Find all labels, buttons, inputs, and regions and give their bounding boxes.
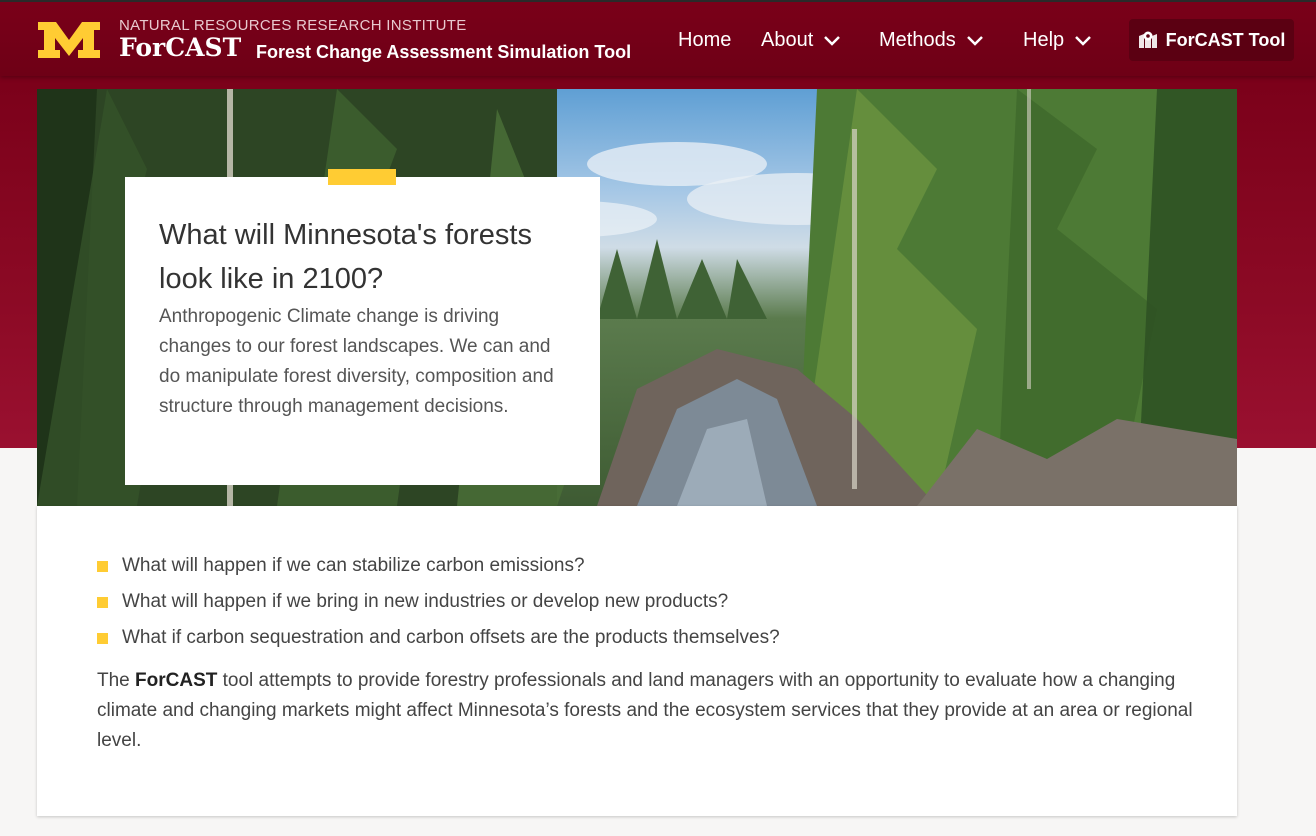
hero-title: What will Minnesota's forests look like in 2100? xyxy=(159,219,532,295)
intro-prefix: The xyxy=(97,670,136,691)
forcast-tool-button[interactable] xyxy=(1129,19,1294,61)
nav-methods-label: Methods xyxy=(879,29,956,51)
chevron-down-icon xyxy=(1074,35,1092,47)
question-text: What if carbon sequestration and carbon offsets are the products themselves? xyxy=(122,627,780,648)
question-text: What will happen if we can stabilize carbon emissions? xyxy=(122,555,585,576)
card-accent-bar xyxy=(328,169,396,185)
forcast-tool-label: ForCAST Tool xyxy=(1165,29,1286,50)
list-item xyxy=(97,620,780,656)
square-bullet-icon xyxy=(97,597,108,608)
nav-about-label: About xyxy=(761,29,814,51)
institute-name: NATURAL RESOURCES RESEARCH INSTITUTE xyxy=(119,17,467,34)
square-bullet-icon xyxy=(97,561,108,572)
university-m-logo[interactable] xyxy=(38,20,100,60)
question-text: What will happen if we bring in new industries or develop new products? xyxy=(122,591,729,612)
brand-subtitle: Forest Change Assessment Simulation Tool xyxy=(256,42,632,62)
questions-list xyxy=(97,548,780,656)
nav-about[interactable] xyxy=(761,29,841,52)
chevron-down-icon xyxy=(823,35,841,47)
nav-help-label: Help xyxy=(1023,29,1065,51)
intro-paragraph xyxy=(97,666,1197,756)
map-marker-icon xyxy=(1138,31,1158,49)
nav-help[interactable] xyxy=(1023,29,1092,52)
nav-home[interactable] xyxy=(678,29,731,52)
nav-methods[interactable] xyxy=(879,29,984,52)
hero-description: Anthropogenic Climate change is driving changes to our forest landscapes. We can and do manipulate forest diversity, composition and structure through management decisions. xyxy=(159,306,554,417)
square-bullet-icon xyxy=(97,633,108,644)
chevron-down-icon xyxy=(966,35,984,47)
nav-home-label: Home xyxy=(678,29,732,51)
brand-name[interactable]: ForCAST xyxy=(119,33,242,62)
list-item xyxy=(97,548,780,584)
intro-brand: ForCAST xyxy=(135,670,218,691)
top-navigation-bar xyxy=(0,0,1316,76)
intro-text: tool attempts to provide forestry professionals and land managers with an opportunity to evaluate how a changing climate and changing markets might affect Minnesota’s forests and the ecosystem services that they provide at an area or regional level. xyxy=(97,670,1193,751)
hero-question-card xyxy=(125,177,600,485)
hero-forest-image xyxy=(37,89,1237,506)
main-content-panel xyxy=(37,506,1237,816)
list-item xyxy=(97,584,780,620)
